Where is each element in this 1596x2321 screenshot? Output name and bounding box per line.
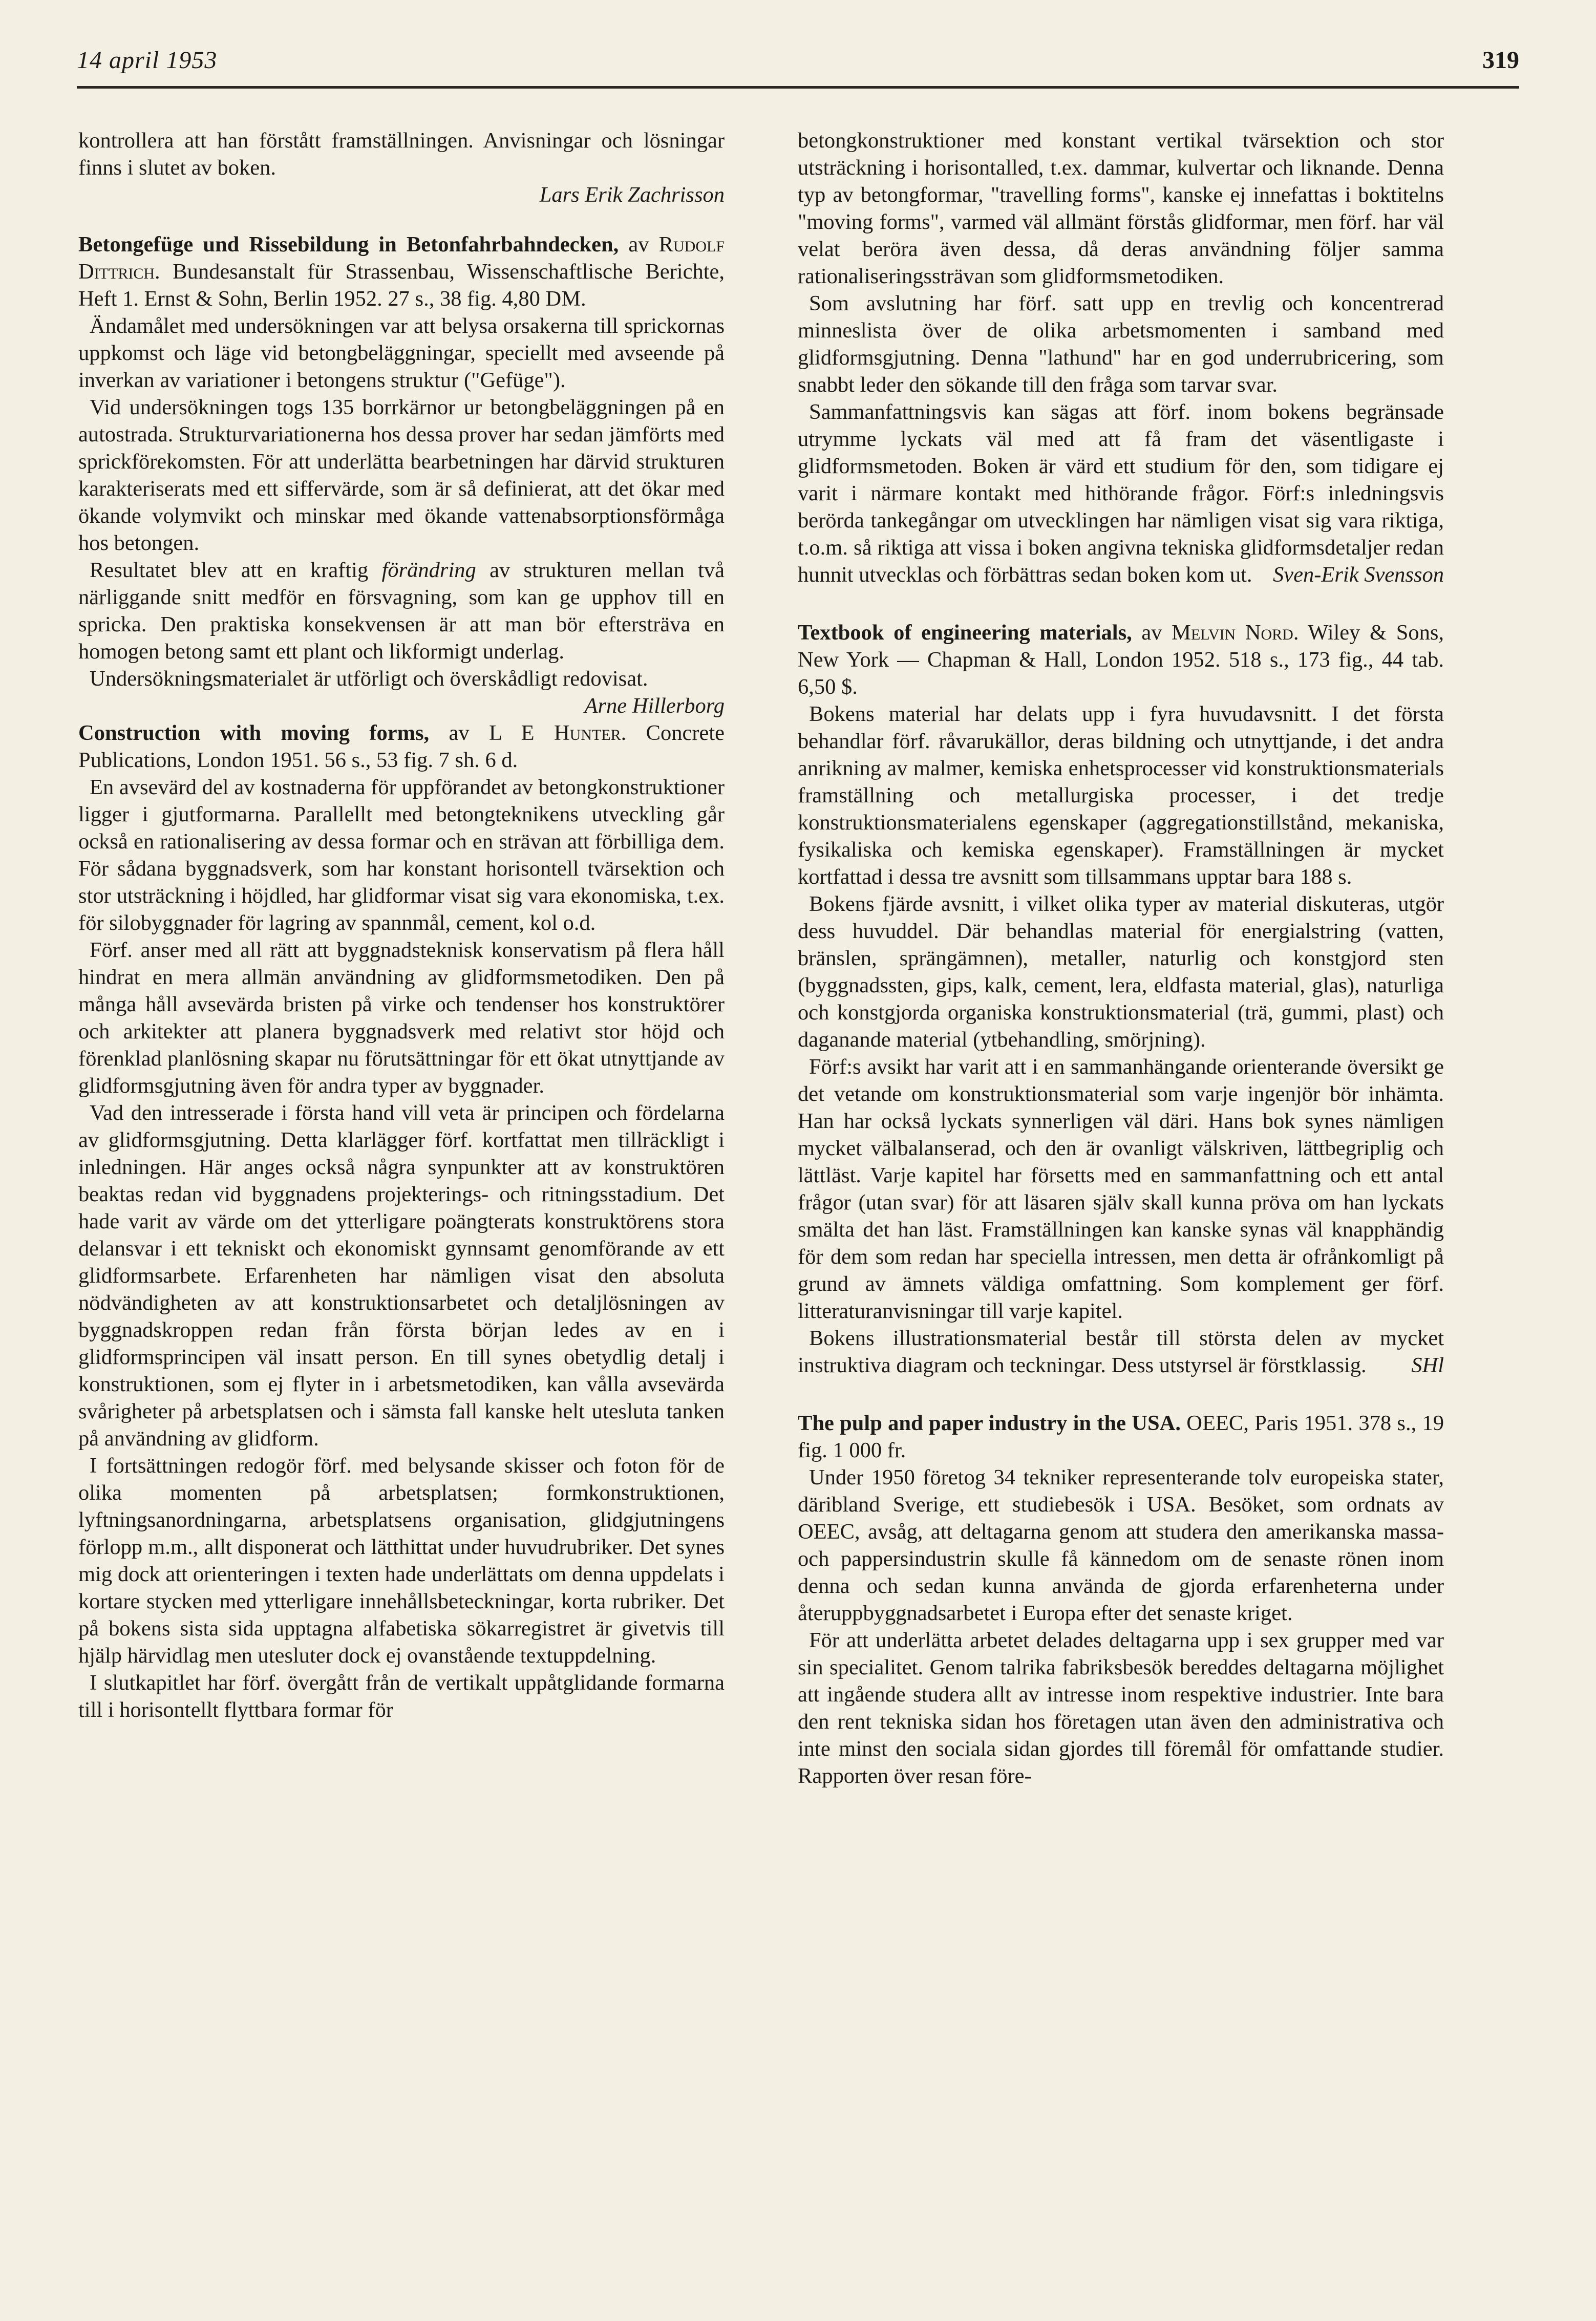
review-paragraph [798, 1325, 1444, 1379]
review-paragraph [78, 557, 725, 665]
review-paragraph: Vid undersökningen togs 135 borrkärnor ur betongbeläggningen på en autostrada. Strukturvariationerna hos dessa prover har sedan jämförts med sprickförekomsten. För att underlätta bearbetningen har därvid strukturen karakteriserats med ett siffervärde, som är så definierat, att det ökar med ökande volymvikt och minskar med ökande vattenabsorptionsförmåga hos betongen. [78, 395, 725, 555]
review-text-part: Bokens illustrationsmaterial består till största delen av mycket instruktiva diagram och teckningar. Dess utstyrsel är förstklassig. [798, 1326, 1444, 1377]
page-number: 319 [1482, 47, 1519, 74]
review-paragraph: I fortsättningen redogör förf. med belysande skisser och foton för de olika momenten på arbetsplatsen; formkonstruktionen, lyftningsanordningarna, arbetsplatsens organisation, glidgjutningens förlopp m.m., allt disponerat och lätthittat under huvudrubriker. Det synes mig dock att orienteringen i texten hade underlättats om denna uppdelats i kortare stycken med ytterligare innehållsbeteckningar, korta rubriker. Det på bokens sista sida upptagna alfabetiska sökarregistret är givetvis till hjälp härvidlag men utesluter dock ej ovanstående textuppdelning. [78, 1454, 725, 1668]
review-title: Textbook of engineering materials, [798, 621, 1132, 645]
review-title: Construction with moving forms, [78, 721, 430, 745]
continuation-paragraph: betongkonstruktioner med konstant vertikal tvärsektion och stor utsträckning i horisontalled, t.ex. dammar, kulvertar och liknande. Denna typ av betongformar, "travelling forms", kanske ej innefattas i boktitelns "moving forms", varmed väl allmänt förstås glidformar, men förf. har väl velat beröra även dessa, då deras användning följer samma rationaliseringssträvan som glidformsmetodiken. [798, 129, 1444, 288]
review-text-part: Sammanfattningsvis kan sägas att förf. inom bokens begränsade utrymme lyckats väl med att få fram det väsentligaste i glidformsmetoden. Boken är värd ett studium för den, som tidigare ej varit i närmare kontakt med hithörande frågor. Förf:s inledningsvis berörda tankegångar om utvecklingen har nämligen visat sig vara riktiga, t.o.m. så riktiga att vissa i boken angivna tekniska glidformsdetaljer redan hunnit utvecklas och förbättras sedan boken kom ut. [798, 400, 1444, 587]
review-paragraph: Ändamålet med undersökningen var att belysa orsakerna till sprickornas uppkomst och läge vid betongbeläggningar, speciellt med avseende på inverkan av variationer i betongens struktur ("Gefüge"). [78, 314, 725, 392]
issue-date: 14 april 1953 [77, 47, 218, 74]
review-title: The pulp and paper industry in the USA. [798, 1411, 1181, 1435]
review-paragraph: Under 1950 företog 34 tekniker representerande tolv europeiska stater, däribland Sverige, ett studiebesök i USA. Besöket, som ordnats av OEEC, avsåg, att deltagarna genom att studera den amerikanska massa- och pappersindustrin skulle få kännedom om de senaste rönen inom denna och sedan kunna använda de gjorda erfarenheterna under återuppbyggnadsarbetet i Europa efter det senaste kriget. [798, 1465, 1444, 1625]
running-header [77, 46, 1519, 87]
review-title: Betongefüge und Rissebildung in Betonfahrbahndecken, [78, 232, 619, 257]
left-column [78, 127, 725, 1723]
continuation-signature: Sven-Erik Svensson [1273, 563, 1444, 587]
review-publisher: . Concrete Publications, London 1951. 56 s., 53 fig. 7 sh. 6 d. [78, 721, 725, 772]
review-paragraph: Vad den intresserade i första hand vill veta är principen och fördelarna av glidformsgjutning. Detta klarlägger förf. kortfattat men tillräckligt i inledningen. Här anges också några synpunkter att av konstruktören beaktas redan vid byggnadens projekterings- och ritningsstadium. Det hade varit av värde om det ytterligare poängterats konstruktörens stora delansvar i ett tekniskt och ekonomiskt gynnsamt genomförande av ett glidformsarbete. Erfarenheten har nämligen visat den absoluta nödvändigheten av att konstruktionsarbetet och detaljlösningen av byggnadskroppen redan från första början ledes av en i glidformsprincipen väl insatt person. En till synes obetydlig detalj i konstruktionen, som ej flyter in i arbetsmetodiken, kan vålla avsevärda svårigheter på arbetsplatsen och i sämsta fall kanske helt utesluta tanken på användning av glidform. [78, 1101, 725, 1451]
header-rule [77, 86, 1519, 89]
review-author: L E Hunter [488, 721, 621, 745]
review-author: Melvin Nord [1172, 621, 1293, 645]
review-emphasis: förändring [381, 558, 476, 582]
intro-paragraph: kontrollera att han förstått framställningen. Anvisningar och lösningar finns i slutet av boken. [78, 129, 725, 180]
review-heading-textbook [798, 619, 1444, 700]
review-paragraph: Förf:s avsikt har varit att i en sammanhängande orienterande översikt ge det vetande om konstruktionsmaterial som varje ingenjör bör inhämta. Han har också lyckats synnerligen väl däri. Hans bok synes nämligen mycket välbalanserad, och den är ovanligt välskriven, lättbegriplig och lättläst. Varje kapitel har försetts med en sammanfattning och ett antal frågor (utan svar) för att läsaren själv skall kunna pröva om han lyckats smälta det han läst. Framställningen kan kanske synas väl knapphändig för dem som redan har speciella intressen, men detta är ofrånkomligt på grund av ämnets väldiga omfattning. Som komplement ger förf. litteraturanvisningar till varje kapitel. [798, 1055, 1444, 1323]
review-signature: SHl [1411, 1353, 1444, 1377]
review-author: Rudolf Dittrich [78, 232, 725, 284]
review-by: av [449, 721, 470, 745]
review-heading-moving-forms [78, 719, 725, 774]
review-signature: Arne Hillerborg [584, 694, 725, 718]
review-text-part: av strukturen mellan två närliggande snitt medför en försvagning, som kan ge upphov till en spricka. Den praktiska konsekvensen är att man bör eftersträva en homogen betong samt ett plant och likformigt underlag. [78, 558, 725, 664]
review-paragraph [78, 665, 725, 719]
review-paragraph: I slutkapitlet har förf. övergått från de vertikalt uppåtglidande formarna till i horisontellt flyttbara formar för [78, 1671, 725, 1722]
review-by: av [1141, 621, 1162, 645]
review-paragraph: Bokens fjärde avsnitt, i vilket olika typer av material diskuteras, utgör dess huvuddel. Där behandlas material för energialstring (vatten, bränslen, sprängämnen), metaller, naturlig och konstgjord sten (byggnadssten, gips, kalk, cement, lera, eldfasta material, glas), naturliga och konstgjorda organiska konstruktionsmaterial (trä, gummi, plast) och daganande material (ytbehandling, smörjning). [798, 892, 1444, 1052]
continuation-paragraph: Som avslutning har förf. satt upp en trevlig och koncentrerad minneslista över de olika arbetsmomenten i samband med glidformsgjutning. Denna "lathund" har en god underrubricering, som snabbt leder den sökande till den fråga som tarvar svar. [798, 291, 1444, 397]
review-publisher: OEEC, Paris 1951. 378 s., 19 fig. 1 000 fr. [798, 1411, 1444, 1462]
review-heading-betongefuge [78, 231, 725, 312]
review-by: av [628, 232, 649, 257]
review-text-part: Resultatet blev att en kraftig [90, 558, 369, 582]
review-paragraph: För att underlätta arbetet delades deltagarna upp i sex grupper med var sin specialitet. Genom talrika fabriksbesök bereddes deltagarna möjlighet att ingående studera allt av intresse inom respektive industrier. Inte bara den rent tekniska sidan hos företagen utan även den administrativa och inte minst den sociala sidan gjordes till föremål för omfattande studier. Rapporten över resan före- [798, 1628, 1444, 1788]
review-publisher: . Wiley & Sons, New York — Chapman & Hall, London 1952. 518 s., 173 fig., 44 tab. 6,50 $. [798, 621, 1444, 699]
review-text-part: Undersökningsmaterialet är utförligt och överskådligt redovisat. [90, 667, 648, 691]
continuation-paragraph [798, 398, 1444, 588]
review-publisher: . Bundesanstalt für Strassenbau, Wissenschaftlische Berichte, Heft 1. Ernst & Sohn, Berlin 1952. 27 s., 38 fig. 4,80 DM. [78, 260, 725, 311]
review-paragraph: En avsevärd del av kostnaderna för uppförandet av betongkonstruktioner ligger i gjutformarna. Parallellt med betongteknikens utveckling går också en rationalisering av dessa formar och en strävan att förbilliga dem. För sådana byggnadsverk, som har konstant horisontell tvärsektion och stor utsträckning i höjdled, har glidformar visat sig vara ekonomiska, t.ex. för silobyggnader för lagring av spannmål, cement, kol o.d. [78, 775, 725, 935]
review-heading-pulp-paper [798, 1410, 1444, 1464]
right-column [798, 127, 1444, 1790]
intro-signature: Lars Erik Zachrisson [539, 183, 725, 207]
review-paragraph: Förf. anser med all rätt att byggnadsteknisk konservatism på flera håll hindrat en mera allmän användning av glidformsmetodiken. Den på många håll avsevärda bristen på virke och tendenser hos konstruktörer och arkitekter att planera byggnadsverk med relativt stor höjd och förenklad planlösning skapar nu förutsättningar för ett ökat utnyttjande av glidformsgjutning även för andra typer av byggnader. [78, 938, 725, 1098]
review-paragraph: Bokens material har delats upp i fyra huvudavsnitt. I det första behandlar förf. råvarukällor, deras bildning och utnyttjande, i det andra anrikning av malmer, kemiska enhetsprocesser vid konstruktionsmaterials framställning och metallurgiska processer, i det tredje konstruktionsmaterialens egenskaper (aggregationstillstånd, mekaniska, fysikaliska och kemiska egenskaper). Framställningen är mycket kortfattad i dessa tre avsnitt som tillsammans upptar bara 188 s. [798, 702, 1444, 889]
